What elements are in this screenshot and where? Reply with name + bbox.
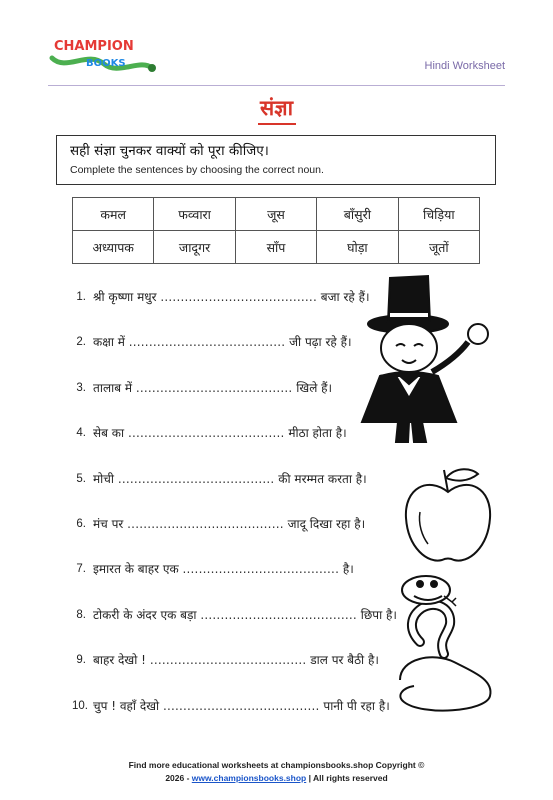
answer-blank[interactable]: ....................................... <box>127 516 284 531</box>
word-bank-row <box>73 231 480 264</box>
question-text-after: जादू दिखा रहा है। <box>287 516 366 531</box>
question-text-before: इमारत के बाहर एक <box>93 562 179 577</box>
question-text-after: है। <box>342 562 354 577</box>
magician-illustration <box>360 272 500 447</box>
footer-rights: | All rights reserved <box>306 773 388 783</box>
word-bank-cell: साँप <box>235 231 316 264</box>
question-text-after: डाल पर बैठी है। <box>310 653 379 668</box>
header-divider <box>48 85 505 86</box>
question-text-after: छिपा है। <box>360 607 397 622</box>
question-item <box>72 287 402 332</box>
footer <box>0 759 553 785</box>
champion-books-logo <box>48 28 158 78</box>
question-item <box>72 696 402 741</box>
instructions-english: Complete the sentences by choosing the correct noun. <box>70 164 324 176</box>
question-text-before: चुप ! वहाँ देखो <box>93 698 160 713</box>
question-number: 10. <box>72 699 88 712</box>
website-link[interactable]: www.championsbooks.shop <box>191 773 307 783</box>
word-bank-cell: जादूगर <box>154 231 235 264</box>
worksheet-tag: Hindi Worksheet <box>424 60 505 72</box>
word-bank-row <box>73 198 480 231</box>
word-bank-cell: बाँसुरी <box>317 198 398 231</box>
instructions-box <box>56 135 496 185</box>
question-text-before: मोची <box>93 471 115 486</box>
question-item <box>72 378 402 423</box>
question-number: 8. <box>76 608 86 621</box>
answer-blank[interactable]: ....................................... <box>117 471 275 486</box>
page-title: संज्ञा <box>259 96 294 120</box>
question-item <box>72 514 402 559</box>
question-number: 3. <box>76 381 86 394</box>
answer-blank[interactable]: ....................................... <box>127 426 285 441</box>
question-text-before: बाहर देखो ! <box>93 653 146 668</box>
question-text-before: कक्षा में <box>93 335 125 350</box>
question-item <box>72 469 402 514</box>
question-text-after: बजा रहे हैं। <box>320 290 370 304</box>
word-bank-cell: जूस <box>235 198 316 231</box>
footer-line2 <box>0 772 553 785</box>
logo-text-top: CHAMPION <box>54 39 134 54</box>
question-text-before: सेब का <box>93 426 125 441</box>
instructions-hindi: सही संज्ञा चुनकर वाक्यों को पूरा कीजिए। <box>70 143 269 159</box>
question-text-after: जी पढ़ा रहे हैं। <box>289 335 352 350</box>
word-bank-cell: अध्यापक <box>73 231 154 264</box>
question-text-after: मीठा होता है। <box>288 426 347 441</box>
question-number: 4. <box>76 427 86 440</box>
question-item <box>72 423 402 468</box>
word-bank-cell: चिड़िया <box>398 198 479 231</box>
footer-year: 2026 - <box>165 773 192 783</box>
footer-copyright: Find more educational worksheets at championsbooks.shop Copyright © <box>128 760 425 770</box>
question-item <box>72 605 402 650</box>
answer-blank[interactable]: ....................................... <box>160 290 317 304</box>
question-text-before: श्री कृष्णा मधुर <box>93 290 157 304</box>
question-number: 1. <box>76 291 86 303</box>
question-number: 7. <box>76 563 86 576</box>
title-underline <box>258 123 296 125</box>
question-item <box>72 559 402 604</box>
snake-illustration <box>392 572 502 717</box>
question-text-before: तालाब में <box>93 380 133 395</box>
word-bank-table <box>72 197 480 264</box>
word-bank-cell: फव्वारा <box>154 198 235 231</box>
answer-blank[interactable]: ....................................... <box>135 380 293 395</box>
answer-blank[interactable]: ....................................... <box>182 562 340 577</box>
question-number: 6. <box>76 517 86 530</box>
question-item <box>72 650 402 695</box>
question-number: 9. <box>76 654 86 667</box>
question-text-after: पानी पी रहा है। <box>323 698 390 713</box>
apple-illustration <box>398 462 498 567</box>
word-bank-cell: कमल <box>73 198 154 231</box>
word-bank-cell: जूतों <box>398 231 479 264</box>
answer-blank[interactable]: ....................................... <box>128 335 286 350</box>
question-list <box>72 287 402 741</box>
question-number: 5. <box>76 472 86 485</box>
question-text-after: खिले हैं। <box>296 380 333 395</box>
answer-blank[interactable]: ....................................... <box>162 698 320 713</box>
question-item <box>72 332 402 377</box>
question-number: 2. <box>76 336 86 349</box>
answer-blank[interactable]: ....................................... <box>149 653 307 668</box>
logo-text-bottom: BOOKS <box>86 58 126 69</box>
answer-blank[interactable]: ....................................... <box>200 607 357 622</box>
word-bank-cell: घोड़ा <box>317 231 398 264</box>
question-text-after: की मरम्मत करता है। <box>278 471 367 486</box>
question-text-before: टोकरी के अंदर एक बड़ा <box>93 607 197 622</box>
question-text-before: मंच पर <box>93 516 124 531</box>
